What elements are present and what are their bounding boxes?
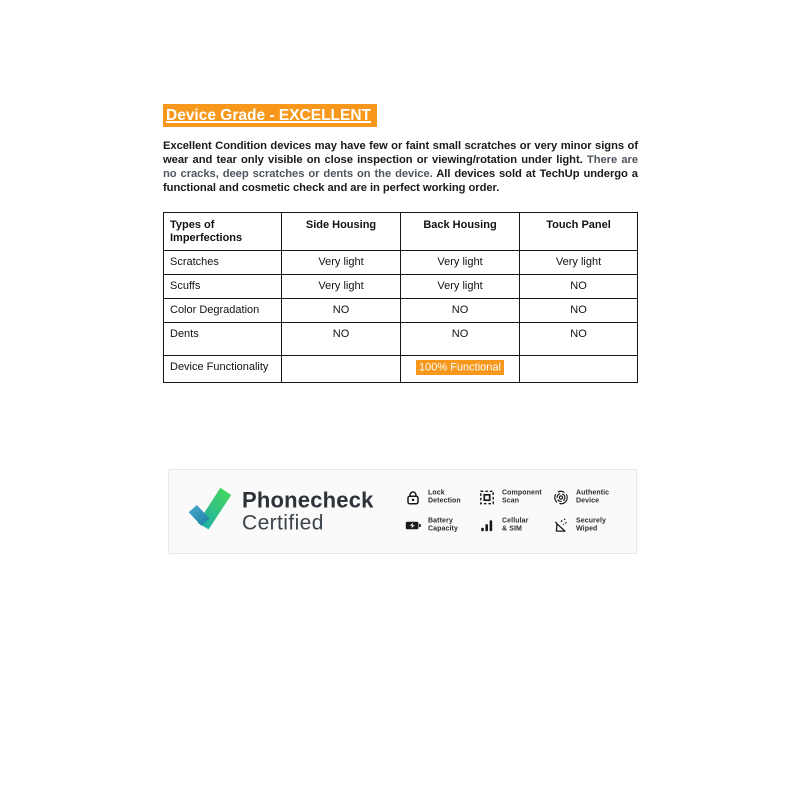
row-label: Color Degradation xyxy=(164,299,282,323)
cell-value-functional xyxy=(401,356,520,383)
checkmark-icon xyxy=(186,486,233,537)
cell-value: NO xyxy=(520,299,638,323)
imperfections-table xyxy=(163,212,638,383)
cell-value: Very light xyxy=(282,251,401,275)
page-title: Device Grade - EXCELLENT xyxy=(163,104,377,127)
feature-label: Cellular & SIM xyxy=(502,517,529,533)
feature-lock-detection xyxy=(405,489,479,506)
phonecheck-logo xyxy=(186,486,374,537)
table-row-scuffs xyxy=(164,275,638,299)
brand-text xyxy=(242,489,374,534)
cell-value: Very light xyxy=(520,251,638,275)
feature-battery-capacity xyxy=(405,517,479,534)
cell-value: Very light xyxy=(401,275,520,299)
phonecheck-certified-badge xyxy=(168,469,637,554)
cell-value: NO xyxy=(520,275,638,299)
feature-component-scan xyxy=(479,489,553,506)
row-label: Dents xyxy=(164,323,282,356)
table-row-scratches xyxy=(164,251,638,275)
row-label: Scratches xyxy=(164,251,282,275)
table-header-row xyxy=(164,213,638,251)
table-row-color-degradation xyxy=(164,299,638,323)
intro-text-black-1: Excellent Condition devices may have few or faint small scratches or very minor signs of wear and tear only visible on close inspection or viewing/rotation under light. xyxy=(163,140,638,166)
cell-value: NO xyxy=(520,323,638,356)
feature-securely-wiped xyxy=(553,517,639,534)
row-label: Device Functionality xyxy=(164,356,282,383)
intro-text-black-2: All devices sold at TechUp undergo a functional and cosmetic check and are in perfect working order. xyxy=(163,168,638,194)
feature-label: Lock Detection xyxy=(428,489,461,505)
cell-value: NO xyxy=(401,323,520,356)
lock-icon xyxy=(405,490,421,506)
brand-name: Phonecheck xyxy=(242,487,374,513)
intro-paragraph xyxy=(163,139,638,195)
intro-text-gray: There are no cracks, deep scratches or dents on the device. xyxy=(163,154,639,180)
brand-subtitle: Certified xyxy=(242,511,324,535)
cell-value: NO xyxy=(401,299,520,323)
cell-value: Very light xyxy=(401,251,520,275)
cell-value xyxy=(520,356,638,383)
table-row-dents xyxy=(164,323,638,356)
wipe-icon xyxy=(553,518,569,534)
row-label: Scuffs xyxy=(164,275,282,299)
feature-cellular-sim xyxy=(479,517,553,534)
header-side-housing: Side Housing xyxy=(282,213,401,251)
fingerprint-icon xyxy=(553,490,569,506)
cell-value xyxy=(282,356,401,383)
table-row-device-functionality xyxy=(164,356,638,383)
feature-label: Authentic Device xyxy=(576,489,610,505)
feature-label: Securely Wiped xyxy=(576,517,606,533)
certification-features xyxy=(405,489,639,534)
header-back-housing: Back Housing xyxy=(401,213,520,251)
signal-bars-icon xyxy=(479,518,495,534)
header-touch-panel: Touch Panel xyxy=(520,213,638,251)
battery-icon xyxy=(405,518,421,534)
header-types-of-imperfections: Types of Imperfections xyxy=(164,213,282,251)
feature-label: Component Scan xyxy=(502,489,542,505)
feature-label: Battery Capacity xyxy=(428,517,458,533)
cell-value: NO xyxy=(282,323,401,356)
cell-value: Very light xyxy=(282,275,401,299)
cell-value: NO xyxy=(282,299,401,323)
functional-highlight: 100% Functional xyxy=(416,360,504,375)
component-scan-icon xyxy=(479,490,495,506)
feature-authentic-device xyxy=(553,489,639,506)
